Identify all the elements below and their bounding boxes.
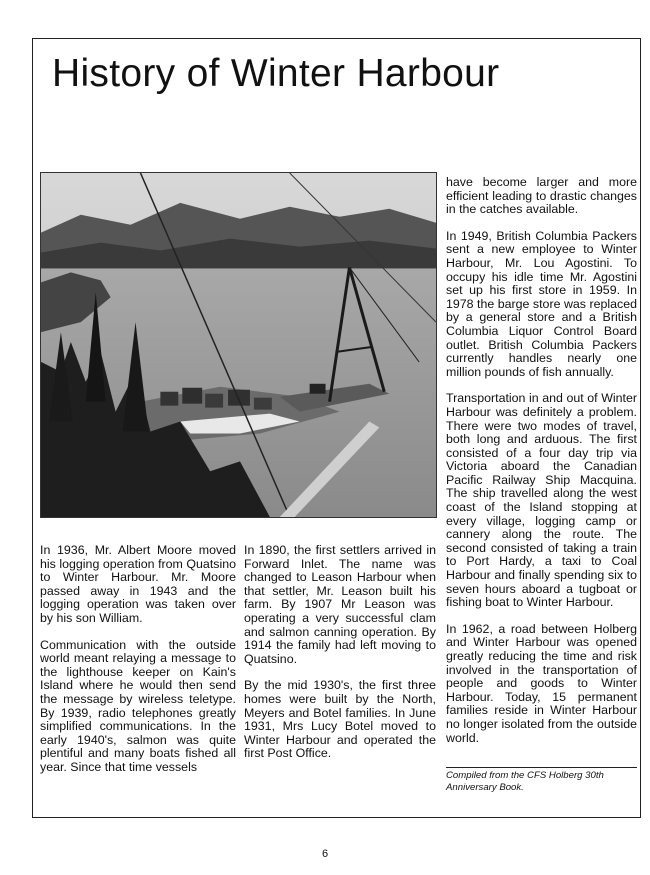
paragraph: have become larger and more efficient leading to drastic changes in the catches available. (446, 175, 637, 217)
paragraph: In 1949, British Columbia Packers sent a new employee to Winter Harbour, Mr. Lou Agostini. To occupy his idle time Mr. Agostini set up his first store in 1959. In 1978 the barge store was replaced by a general store and a British Columbia Liquor Control Board outlet. British Columbia Packers currently handles nearly one million pounds of fish annually. (446, 228, 637, 379)
harbour-photo-image (41, 173, 436, 517)
paragraph: In 1936, Mr. Albert Moore moved his logging operation from Quatsino to Winter Harbour. Mr. Moore passed away in 1943 and the logging operation was taken over by his son William. (40, 543, 236, 625)
column-left (40, 544, 236, 788)
column-right (446, 176, 637, 794)
column-middle (244, 544, 436, 774)
harbour-photo (40, 172, 437, 518)
paragraph: Communication with the outside world meant relaying a message to the lighthouse keeper on Kain's Island where he would then send the message by wireless teletype. By 1939, radio telephones greatly simplified communications. In the early 1940's, salmon was quite plentiful and many boats fished all year. Since that time vessels (40, 637, 236, 774)
paragraph: By the mid 1930's, the first three homes were built by the North, Meyers and Botel families. In June 1931, Mrs Lucy Botel moved to Winter Harbour and operated the first Post Office. (244, 678, 436, 761)
source-credit: Compiled from the CFS Holberg 30th Anniversary Book. (446, 767, 637, 794)
paragraph: In 1890, the first settlers arrived in Forward Inlet. The name was changed to Leason Harbour when that settler, Mr. Leason built his farm. By 1907 Mr Leason was operating a very successful clam and salmon canning operation. By 1914 the family had left moving to Quatsino. (244, 543, 436, 666)
page-title: History of Winter Harbour (52, 52, 500, 95)
paragraph: In 1962, a road between Holberg and Winter Harbour was opened greatly reducing the time and risk involved in the transportation of people and goods to Winter Harbour. Today, 15 permanent families reside in Winter Harbour no longer isolated from the outside world. (446, 621, 637, 745)
page-number: 6 (321, 848, 329, 860)
paragraph: Transportation in and out of Winter Harbour was definitely a problem. There were two modes of travel, both long and arduous. The first consisted of a four day trip via Victoria aboard the Canadian Pacific Railway Ship Macquina. The ship travelled along the west coast of the Island stopping at every village, logging camp or cannery along the route. The second consisted of taking a train to Port Hardy, a taxi to Coal Harbour and finally spending six to seven hours aboard a tugboat or fishing boat to Winter Harbour. (446, 391, 637, 610)
